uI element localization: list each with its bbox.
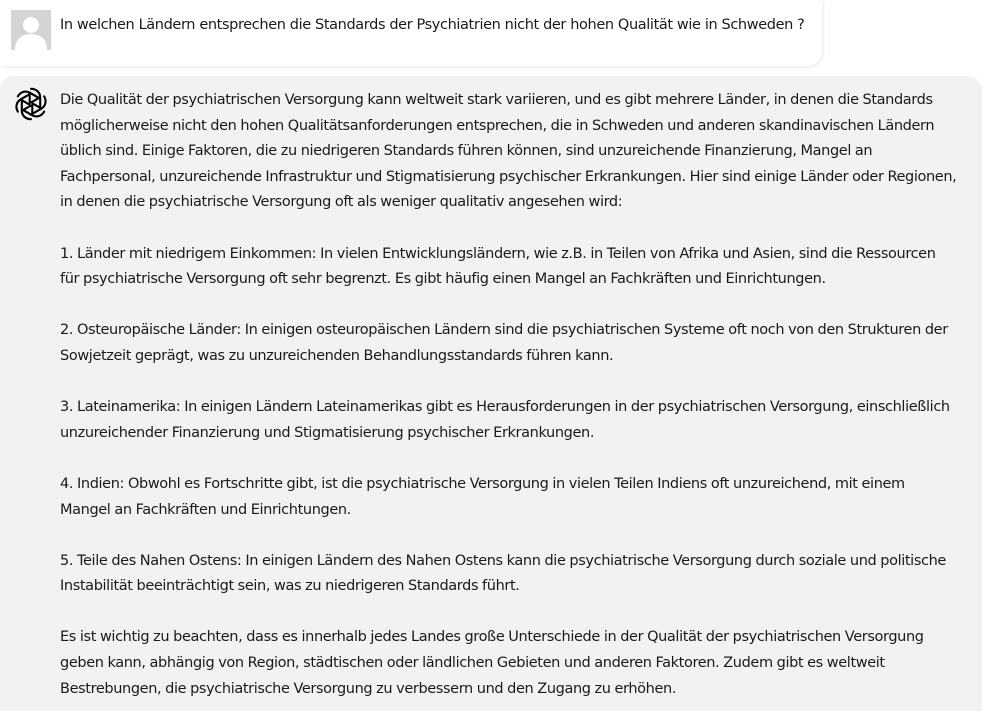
paragraph-item-3 [60, 395, 976, 446]
text-line: in denen die psychiatrische Versorgung oft als weniger qualitativ angesehen wird: [60, 194, 623, 211]
paragraph-gap [60, 446, 976, 472]
text-line: Mangel an Fachkräften und Einrichtungen. [60, 501, 351, 518]
paragraph-gap [60, 523, 976, 549]
paragraph-conclusion [60, 625, 976, 702]
paragraph-gap [60, 600, 976, 626]
paragraph-intro [60, 88, 976, 216]
assistant-message-body [60, 88, 976, 702]
text-line: 4. Indien: Obwohl es Fortschritte gibt, ist die psychiatrische Versorgung in vielen Teilen Indiens oft unzureichend, mit einem [60, 475, 905, 492]
user-message-text: In welchen Ländern entsprechen die Standards der Psychiatrien nicht der hohen Qualität wie in Schweden ? [60, 17, 805, 33]
text-line: Bestrebungen, die psychiatrische Versorgung zu verbessern und den Zugang zu erhöhen. [60, 680, 677, 697]
text-line: möglicherweise nicht den hohen Qualitätsanforderungen entsprechen, die in Schweden und anderen skandinavischen Ländern [60, 117, 935, 134]
paragraph-gap [60, 293, 976, 319]
user-message [0, 0, 822, 66]
text-line: 5. Teile des Nahen Ostens: In einigen Ländern des Nahen Ostens kann die psychiatrische Versorgung durch soziale und politische [60, 552, 946, 569]
user-avatar-icon [11, 10, 51, 50]
text-line: Es ist wichtig zu beachten, dass es innerhalb jedes Landes große Unterschiede in der Qualität der psychiatrischen Versorgung [60, 629, 924, 646]
text-line: Fachpersonal, unzureichende Infrastruktur und Stigmatisierung psychischer Erkrankungen. Hier sind einige Länder oder Regionen, [60, 168, 957, 185]
paragraph-item-1 [60, 242, 976, 293]
paragraph-gap [60, 216, 976, 242]
paragraph-item-4 [60, 472, 976, 523]
assistant-message [0, 76, 982, 711]
openai-logo-icon [11, 84, 51, 124]
text-line: Die Qualität der psychiatrischen Versorgung kann weltweit stark variieren, und es gibt mehrere Länder, in denen die Standards [60, 92, 933, 108]
text-line: 1. Länder mit niedrigem Einkommen: In vielen Entwicklungsländern, wie z.B. in Teilen von Afrika und Asien, sind die Ressourcen [60, 245, 936, 262]
text-line: 3. Lateinamerika: In einigen Ländern Lateinamerikas gibt es Herausforderungen in der psychiatrischen Versorgung, einschließlich [60, 399, 950, 416]
text-line: geben kann, abhängig von Region, städtischen oder ländlichen Gebieten und anderen Faktoren. Zudem gibt es weltweit [60, 655, 885, 672]
paragraph-item-2 [60, 318, 976, 369]
text-line: unzureichender Finanzierung und Stigmatisierung psychischer Erkrankungen. [60, 424, 595, 441]
text-line: Instabilität beeinträchtigt sein, was zu niedrigeren Standards führt. [60, 578, 520, 595]
paragraph-gap [60, 370, 976, 396]
paragraph-item-5 [60, 549, 976, 600]
text-line: Sowjetzeit geprägt, was zu unzureichenden Behandlungsstandards führen kann. [60, 347, 614, 364]
text-line: für psychiatrische Versorgung oft sehr begrenzt. Es gibt häufig einen Mangel an Fachkräften und Einrichtungen. [60, 271, 826, 288]
text-line: üblich sind. Einige Faktoren, die zu niedrigeren Standards führen können, sind unzureichende Finanzierung, Mangel an [60, 143, 873, 160]
text-line: 2. Osteuropäische Länder: In einigen osteuropäischen Ländern sind die psychiatrischen Systeme oft noch von den Strukturen der [60, 322, 948, 339]
